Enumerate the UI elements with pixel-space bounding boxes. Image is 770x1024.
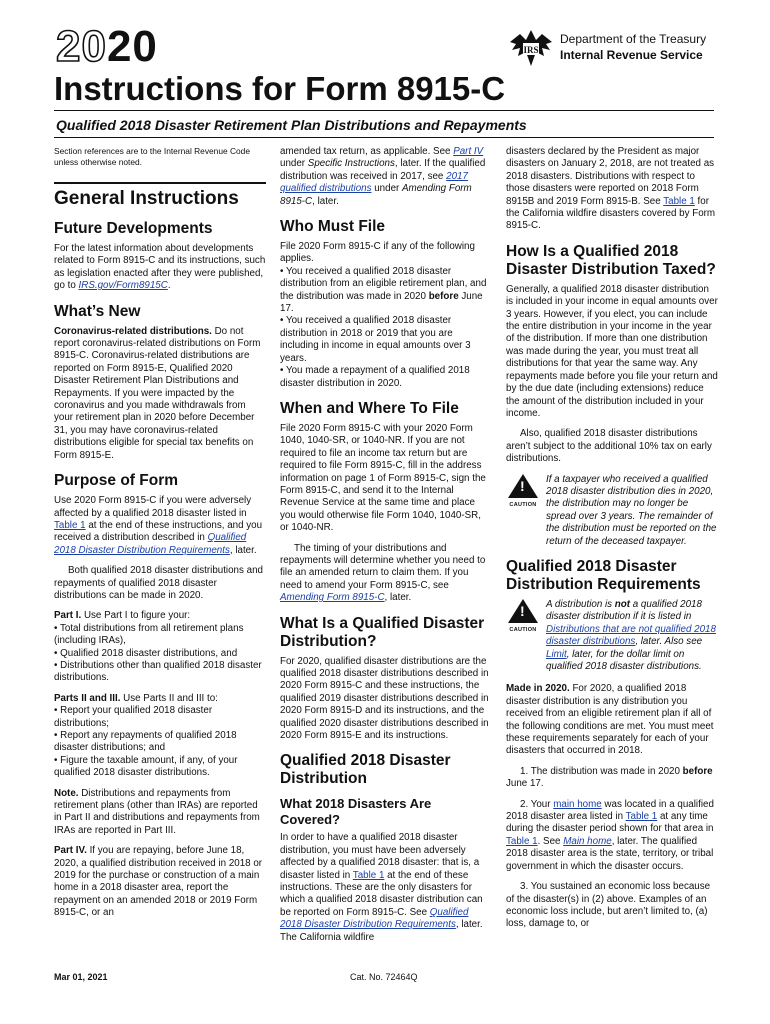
table1-link[interactable]: Table 1 bbox=[625, 811, 658, 823]
table1-link[interactable]: Table 1 bbox=[352, 869, 385, 881]
what-is-heading: What Is a Qualified Disaster Distribution? bbox=[280, 614, 485, 650]
future-developments-text: For the latest information about developments related to Form 8915-C and its instructions, such as legislation enacted after they were published, go to IRS.gov/Form8915C. bbox=[54, 243, 266, 292]
note-text: Note. Distributions and repayments from retirement plans (other than IRAs) are reported in Part II and distributions and repayments from IRAs are reported in Part III. bbox=[54, 787, 260, 836]
made-in-2020-text: Made in 2020. For 2020, a qualified 2018 disaster distribution is any distribution you received from an eligible retirement plan if all of the following conditions are met. You must meet these requirements separately for each of your disasters that occurred in 2018. bbox=[506, 683, 714, 757]
disasters-covered-heading: What 2018 Disasters Are Covered? bbox=[280, 796, 432, 828]
future-developments-heading: Future Developments bbox=[54, 220, 213, 237]
caution-box bbox=[506, 474, 718, 548]
purpose-heading: Purpose of Form bbox=[54, 472, 179, 490]
caution-box bbox=[506, 599, 718, 673]
table1-link[interactable]: Table 1 bbox=[663, 195, 695, 207]
caution-icon: ! CAUTION bbox=[506, 474, 540, 548]
requirements-heading: Qualified 2018 Disaster Distribution Requirements bbox=[506, 557, 701, 593]
title-divider bbox=[54, 110, 714, 111]
condition-1: 1. The distribution was made in 2020 before June 17. bbox=[506, 765, 713, 790]
table1-link[interactable]: Table 1 bbox=[506, 835, 538, 847]
form-year: 2020 bbox=[56, 22, 158, 71]
agency-name: Department of the Treasury Internal Revenue Service bbox=[560, 32, 707, 62]
qualified-2017-link[interactable]: 2017 qualified distributions bbox=[280, 170, 468, 195]
caution-icon: ! CAUTION bbox=[506, 599, 540, 673]
column-1 bbox=[54, 146, 266, 928]
page-title: Instructions for Form 8915-C bbox=[54, 70, 506, 107]
whats-new-text: Coronavirus-related distributions. Do not report coronavirus-related distributions on Form 8915-C. Coronavirus-related distributions are reported on Form 8915-E, Qualified 2020 Disaster Retirement Plan Distributions and Repayments. If you were impacted by the coronavirus and you made withdrawals from your retirement plan in 2020 before December 31, you may have coronavirus-related distributions eligible for special tax benefits on Form 8915-E. bbox=[54, 325, 261, 461]
distribution-requirements-link[interactable]: Qualified 2018 Disaster Distribution Requirements bbox=[54, 532, 247, 556]
when-where-heading: When and Where To File bbox=[280, 399, 459, 417]
not-qualified-link[interactable]: Distributions that are not qualified 2018 disaster distributions bbox=[546, 623, 716, 648]
continued-text: disasters declared by the President as major disasters on January 2, 2018, are not treated as 2018 disasters. Distributions with respect to those disasters were reported on 2018 Form 8915B and 2019 Form 8915-B. See Table 1 for the California wildfire disasters covered by Form 8915-C. bbox=[506, 146, 716, 232]
part4-text: Part IV. If you are repaying, before June 18, 2020, a qualified distribution received in 2018 or 2019 for the purchase or construction of a main home in a 2018 disaster area, report the repayment on an amended 2018 or 2019 Form 8915-C, or an bbox=[54, 845, 263, 919]
taxed-text: Generally, a qualified 2018 disaster distribution is included in your income in equal amounts over 3 years. However, if you elect, you can include the entire distribution in your income in the year of the distribution. If more than one distribution was made during the year, you must treat all distributions for that year the same way. Any repayments made before you file your return and by the due date (including extensions) reduce the amount of the distribution included in your income. bbox=[506, 283, 718, 419]
column-3 bbox=[506, 146, 718, 939]
when-where-text: File 2020 Form 8915-C with your 2020 Form 1040, 1040-SR, or 1040-NR. If you are not required to file an income tax return but are required to file Form 8915-C, fill in the address information on page 1 of Form 8915-C, sign the Form 8915-C, and send it to the Internal Revenue Service at the same time and place you would otherwise file Form 1040, 1040-SR, or 1040-NR. bbox=[280, 422, 486, 534]
disasters-covered-text: In order to have a qualified 2018 disaster distribution, you must have been adversely affected by a qualified 2018 disaster: that is, a disaster listed in Table 1 at the end of these instructions. These are the only disasters for which a qualified 2018 disaster distribution can be reported on Form 8915-C. See Qualified 2018 Disaster Distribution Requirements, later. The California wildfire bbox=[280, 832, 483, 943]
main-home-link[interactable]: main home bbox=[553, 798, 602, 810]
subtitle-divider bbox=[54, 137, 714, 138]
page-subtitle: Qualified 2018 Disaster Retirement Plan Distributions and Repayments bbox=[56, 117, 527, 133]
logo-text: IRS bbox=[523, 45, 539, 55]
general-instructions-heading: General Instructions bbox=[54, 182, 266, 210]
both-text: Both qualified 2018 disaster distributions and repayments of qualified 2018 disaster distributions can be made in 2020. bbox=[54, 565, 263, 601]
who-must-file-heading: Who Must File bbox=[280, 218, 386, 236]
who-must-file-text: File 2020 Form 8915-C if any of the following applies. • You received a qualified 2018 disaster distribution from an eligible retirement plan, and the distribution was made in 2020 before June 17. • You received a qualified 2018 disaster distribution in 2018 or 2019 that you are including in income in equal amounts over 3 years. • You made a repayment of a qualified 2018 disaster distribution in 2020. bbox=[280, 241, 487, 389]
distribution-requirements-link[interactable]: Qualified 2018 Disaster Distribution Requirements bbox=[280, 906, 469, 931]
part1-text: Part I. Use Part I to figure your: • Total distributions from all retirement plans (including IRAs), • Qualified 2018 disaster distributions, and • Distributions other than qualified 2018 disaster distributions. bbox=[54, 610, 262, 684]
section-reference-note: Section references are to the Internal Revenue Code unless otherwise noted. bbox=[54, 146, 251, 167]
footer-cat-no: Cat. No. 72464Q bbox=[350, 972, 418, 982]
purpose-text: Use 2020 Form 8915-C if you were adversely affected by a qualified 2018 disaster listed in Table 1 at the end of these instructions, and you received a distribution described in Qualified 2018 Disaster Distribution Requirements, later. bbox=[54, 495, 263, 556]
table1-link[interactable]: Table 1 bbox=[54, 519, 86, 531]
irs-link[interactable]: IRS.gov/Form8915C bbox=[78, 280, 168, 292]
early-distribution-text: Also, qualified 2018 disaster distributions aren’t subject to the additional 10% tax on early distributions. bbox=[506, 428, 712, 465]
caution-text: A distribution is not a qualified 2018 disaster distribution if it is listed in Distributions that are not qualified 2018 disaster distributions, later. Also see Limit, later, for the dollar limit on qualified 2018 disaster distributions. bbox=[546, 598, 716, 672]
irs-eagle-logo-icon bbox=[506, 26, 556, 72]
condition-2: 2. Your main home was located in a qualified 2018 disaster area listed in Table 1 at any time during the disaster period shown for that area in Table 1. See Main home, later. The qualified 2018 disaster area is the state, territory, or tribal government in which the disaster occurs. bbox=[506, 798, 714, 872]
whats-new-heading: What’s New bbox=[54, 302, 141, 320]
part-iv-link[interactable]: Part IV bbox=[453, 146, 484, 157]
continued-text: amended tax return, as applicable. See Part IV under Specific Instructions, later. If the qualified distribution was received in 2017, see 2017 qualified distributions under Amending Form 8915-C, later. bbox=[280, 146, 486, 207]
what-is-text: For 2020, qualified disaster distributions are the qualified 2018 disaster distributions described in 2020 Form 8915-C and these instructions, the qualified 2019 disaster distributions described in 2020 Form 8915-D and its instructions, and the qualified 2020 disaster distributions described in 2020 Form 8915-E and its instructions. bbox=[280, 655, 489, 742]
limit-link[interactable]: Limit bbox=[546, 648, 567, 660]
timing-text: The timing of your distributions and repayments will determine whether you need to file an amended return to claim them. If you need to amend your Form 8915-C, see Amending Form 8915-C, later. bbox=[280, 542, 486, 604]
condition-3: 3. You sustained an economic loss because of the disaster(s) in (2) above. Examples of an economic loss include, but aren’t limited to, (a) loss, damage to, or bbox=[506, 881, 711, 930]
footer-date: Mar 01, 2021 bbox=[54, 972, 108, 982]
main-home-ref-link[interactable]: Main home bbox=[563, 835, 612, 847]
parts23-text: Parts II and III. Use Parts II and III to: • Report your qualified 2018 disaster distributions; • Report any repayments of qualified 2018 disaster distributions; and • Figure the taxable amount, if any, of your qualified 2018 disaster distributions. bbox=[54, 692, 238, 779]
taxed-heading: How Is a Qualified 2018 Disaster Distribution Taxed? bbox=[506, 242, 716, 278]
qualified-2018-heading: Qualified 2018 Disaster Distribution bbox=[280, 752, 451, 788]
amending-link[interactable]: Amending Form 8915-C bbox=[280, 592, 385, 604]
column-2 bbox=[280, 146, 492, 952]
caution-text: If a taxpayer who received a qualified 2018 disaster distribution dies in 2020, the distribution may no longer be spread over 3 years. The remainder of the distribution must be reported on the return of the deceased taxpayer. bbox=[546, 473, 717, 547]
